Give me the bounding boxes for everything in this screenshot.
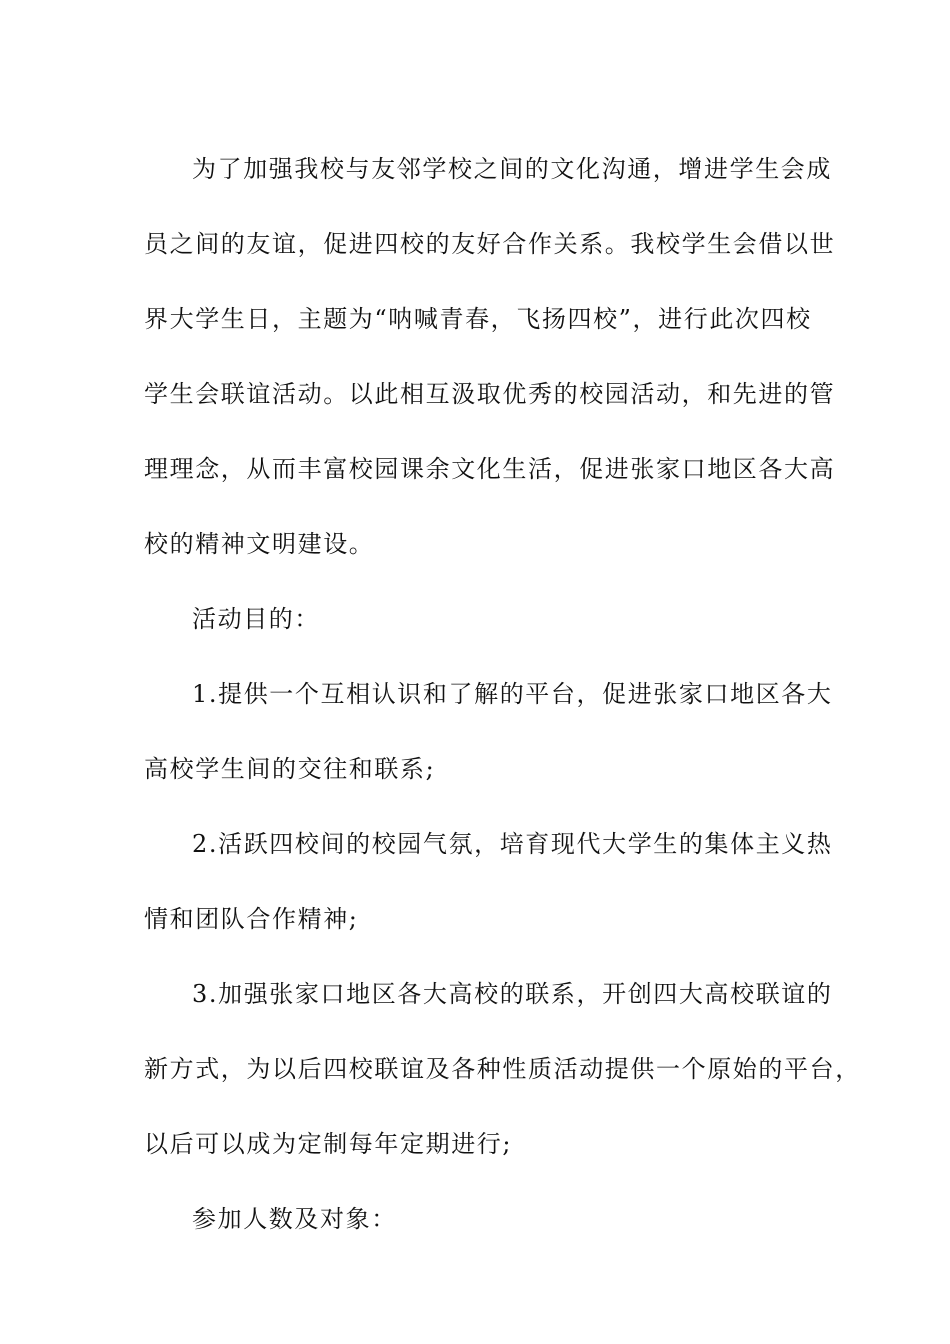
- list-item-2: 2.活跃四校间的校园气氛，培育现代大学生的集体主义热: [192, 830, 833, 858]
- text-line: 为了加强我校与友邻学校之间的文化沟通，增进学生会成: [192, 155, 832, 183]
- text-line: 员之间的友谊，促进四校的友好合作关系。我校学生会借以世: [144, 230, 836, 258]
- text-line: 情和团队合作精神;: [144, 905, 359, 933]
- document-body: [144, 132, 861, 1257]
- list-item-1: 1.提供一个互相认识和了解的平台，促进张家口地区各大: [192, 680, 833, 708]
- text-line: 以后可以成为定制每年定期进行;: [144, 1130, 513, 1158]
- text-line: 理理念，从而丰富校园课余文化生活，促进张家口地区各大高: [144, 455, 836, 483]
- text-line: 学生会联谊活动。以此相互汲取优秀的校园活动，和先进的管: [144, 380, 836, 408]
- section-heading-participants: 参加人数及对象：: [192, 1205, 397, 1233]
- list-item-3: 3.加强张家口地区各大高校的联系，开创四大高校联谊的: [192, 980, 833, 1008]
- text-line: 新方式，为以后四校联谊及各种性质活动提供一个原始的平台，: [144, 1055, 861, 1083]
- section-heading-purpose: 活动目的：: [192, 605, 320, 633]
- text-line: 高校学生间的交往和联系;: [144, 755, 436, 783]
- text-line: 界大学生日，主题为“呐喊青春，飞扬四校”，进行此次四校: [144, 305, 812, 333]
- text-line: 校的精神文明建设。: [144, 530, 375, 558]
